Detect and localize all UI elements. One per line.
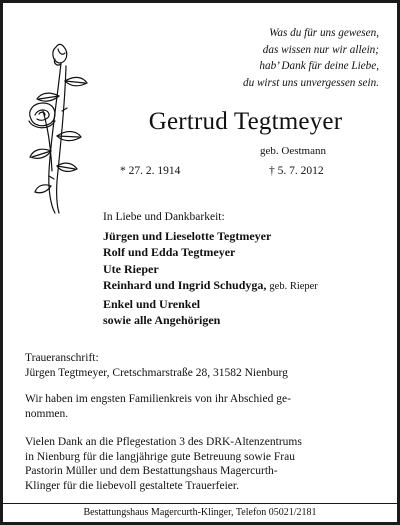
poem-line: Was du für uns gewesen, bbox=[269, 27, 379, 39]
gratitude-line: In Liebe und Dankbarkeit: bbox=[103, 211, 225, 223]
address-label: Traueranschrift: bbox=[25, 352, 99, 364]
birth-date: * 27. 2. 1914 bbox=[120, 165, 181, 177]
mourner-note: geb. Rieper bbox=[269, 281, 318, 293]
funeral-home-footer: Bestattungshaus Magercurth-Klinger, Telefon 05021/2181 bbox=[3, 503, 397, 522]
mourner-entry: Jürgen und Lieselotte Tegtmeyer bbox=[103, 229, 272, 243]
rose-illustration-icon bbox=[21, 41, 93, 216]
paragraph-line: Wir haben im engsten Familienkreis von ihr Abschied ge- bbox=[25, 393, 291, 405]
mourner-entry: sowie alle Angehörigen bbox=[103, 313, 221, 328]
paragraph-line: Klinger für die liebevoll gestaltete Trauerfeier. bbox=[25, 479, 239, 492]
death-date: † 5. 7. 2012 bbox=[269, 165, 324, 177]
poem bbox=[149, 25, 379, 91]
mourners-list bbox=[103, 228, 393, 328]
mourner-entry: Reinhard und Ingrid Schudyga, geb. Rieper bbox=[103, 278, 318, 293]
paragraph-line: Pastorin Müller und dem Bestattungshaus Magercurth- bbox=[25, 465, 278, 477]
deceased-name: Gertrud Tegtmeyer bbox=[148, 108, 343, 135]
poem-line: hab’ Dank für deine Liebe, bbox=[259, 60, 379, 72]
address-line: Jürgen Tegtmeyer, Cretschmarstraße 28, 31582 Nienburg bbox=[25, 366, 288, 379]
poem-line: du wirst uns unvergessen sein. bbox=[242, 76, 379, 89]
thanks-paragraph bbox=[25, 435, 385, 493]
mourner-entry: Enkel und Urenkel bbox=[103, 296, 201, 311]
mourner-entry: Ute Rieper bbox=[103, 261, 159, 276]
mourner-entry: Rolf und Edda Tegtmeyer bbox=[103, 245, 236, 260]
paragraph-line: in Nienburg für die langjährige gute Betreuung sowie Frau bbox=[25, 450, 295, 463]
farewell-paragraph bbox=[25, 392, 385, 421]
paragraph-line: Vielen Dank an die Pflegestation 3 des DRK-Altenzentrums bbox=[25, 436, 302, 448]
paragraph-line: nommen. bbox=[25, 407, 69, 420]
poem-line: das wissen nur wir allein; bbox=[262, 43, 379, 56]
mourning-address bbox=[25, 351, 385, 380]
maiden-name: geb. Oestmann bbox=[260, 145, 326, 157]
